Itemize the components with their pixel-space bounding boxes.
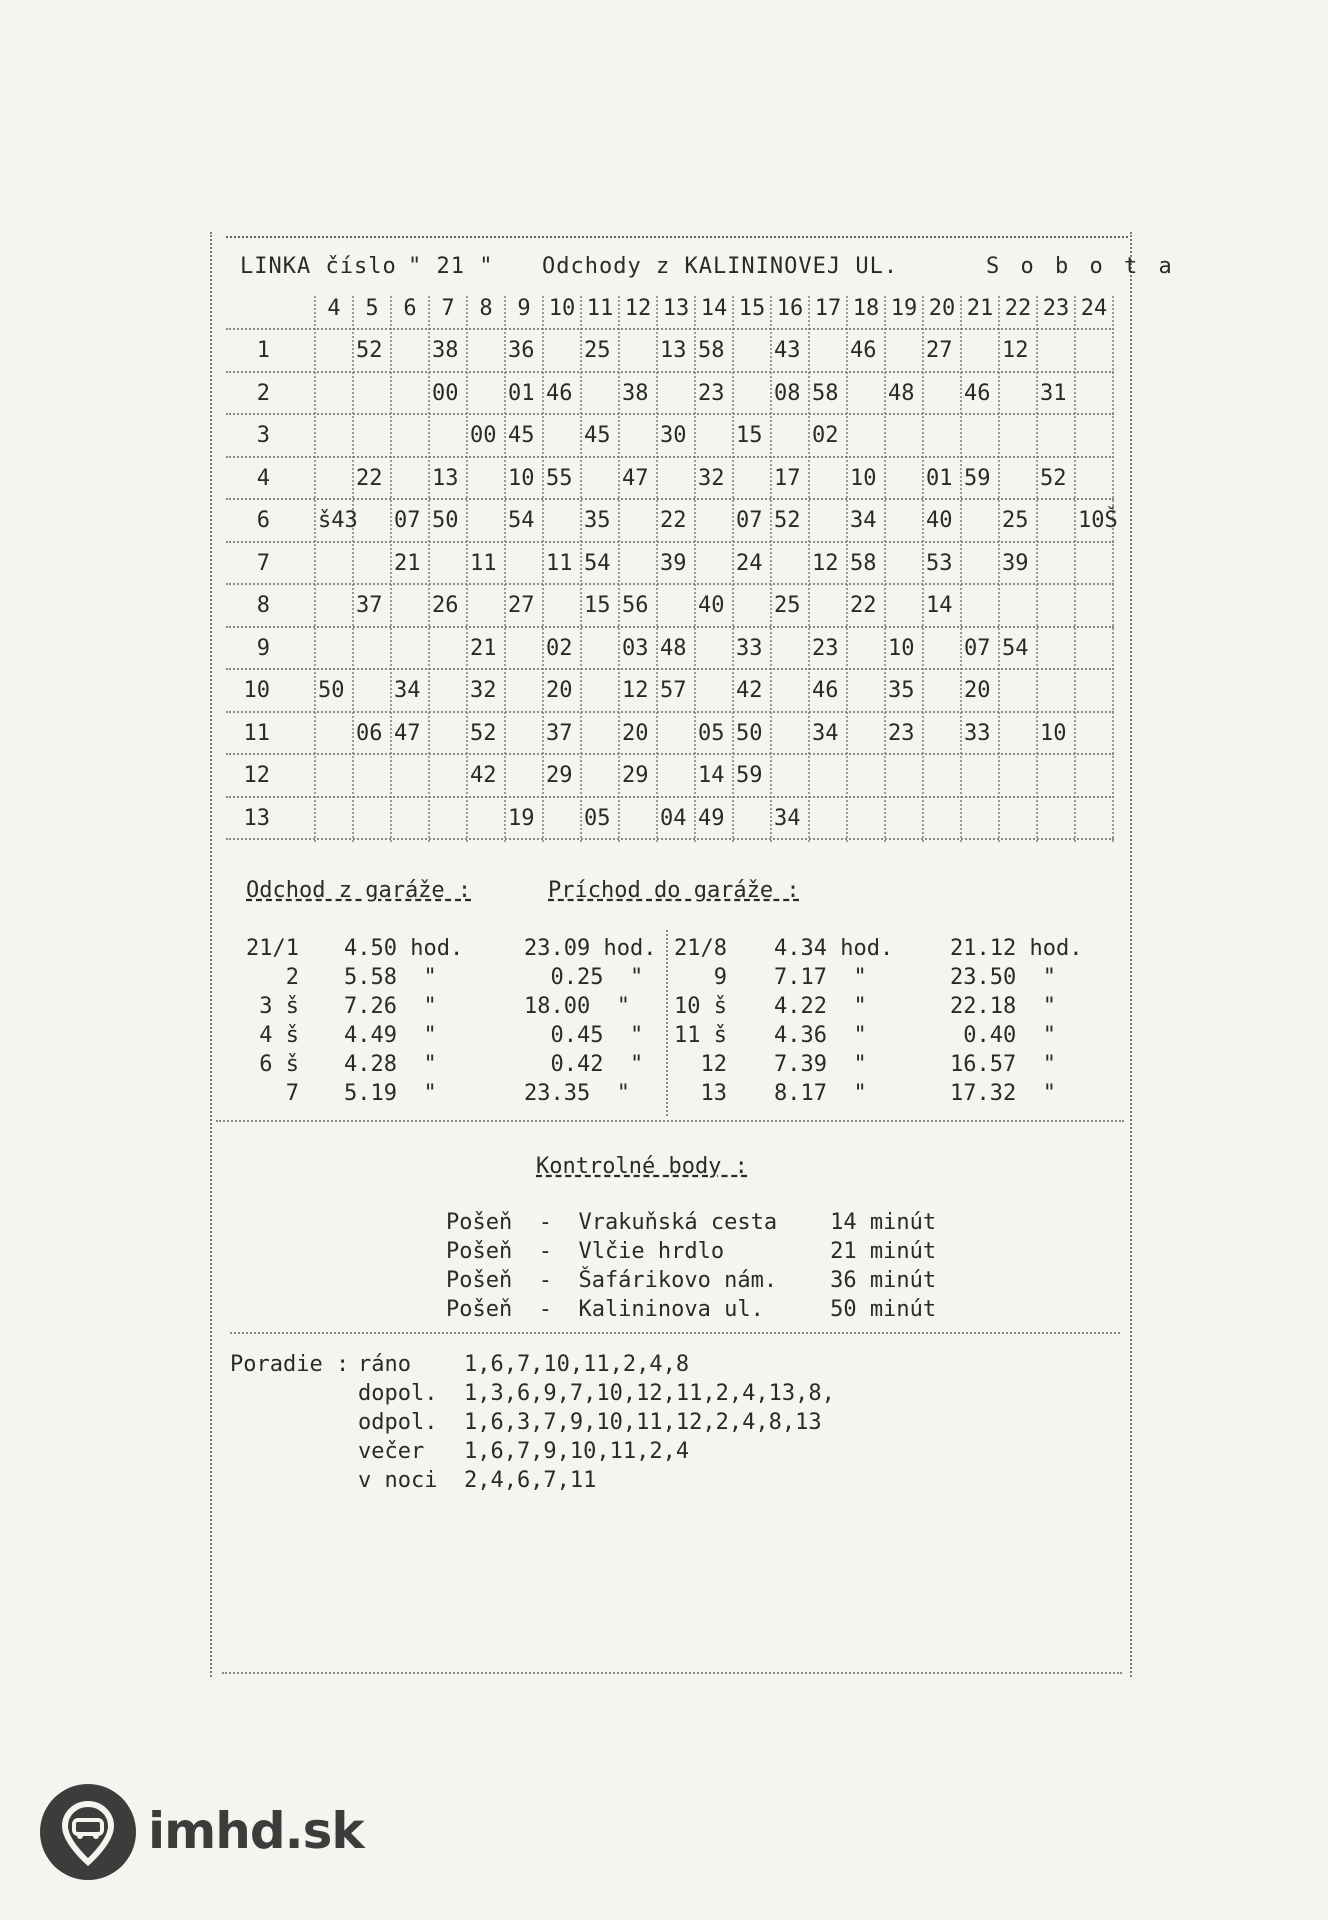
departure-minute: 40: [926, 508, 953, 533]
row-label-11: 11: [243, 720, 270, 746]
hour-header-7: 7: [441, 296, 455, 321]
linka-number: " 21 ": [408, 254, 494, 279]
departure-minute: 38: [622, 380, 649, 406]
departure-minute: 34: [850, 508, 877, 533]
departure-minute: 46: [964, 380, 991, 406]
sheet-top-border: [226, 236, 1128, 238]
departure-minute: 34: [394, 678, 421, 703]
hour-header-23: 23: [1042, 296, 1070, 321]
hour-header-17: 17: [814, 296, 842, 321]
departure-minute: 17: [774, 465, 801, 491]
departure-minute: 49: [698, 805, 725, 831]
hour-header-10: 10: [548, 296, 576, 321]
departure-minute: 23: [888, 720, 915, 746]
departure-minute: 39: [1002, 550, 1029, 576]
hour-header-13: 13: [662, 296, 690, 321]
departure-minute: 25: [584, 338, 611, 363]
hour-header-21: 21: [966, 296, 994, 321]
departure-minute: 52: [470, 720, 497, 746]
departure-minute: 20: [622, 720, 649, 746]
grid-line: [226, 796, 1114, 798]
departure-minute: 37: [546, 720, 573, 746]
imhd-logo[interactable]: [40, 1784, 364, 1884]
departure-minute: 12: [812, 550, 839, 576]
departure-minute: 00: [432, 380, 459, 406]
departure-minute: 33: [964, 720, 991, 746]
departure-minute: 32: [470, 678, 497, 703]
row-label-10: 10: [243, 678, 270, 703]
departure-minute: 23: [812, 635, 839, 661]
logo-text: imhd.sk: [148, 1802, 364, 1860]
grid-line: [504, 296, 506, 842]
departure-minute: 58: [698, 338, 725, 363]
grid-line: [226, 838, 1114, 840]
departure-minute: 21: [470, 635, 497, 661]
departure-minute: 50: [432, 508, 459, 533]
bus-pin-icon: [40, 1784, 136, 1880]
hour-header-8: 8: [479, 296, 493, 321]
departure-minute: 34: [812, 720, 839, 746]
garage-out-title: Odchod z garáže :: [246, 878, 472, 903]
departure-minute: 02: [546, 635, 573, 661]
departure-minute: 33: [736, 635, 763, 661]
departure-minute: 34: [774, 805, 801, 831]
row-label-13: 13: [243, 805, 270, 831]
departure-minute: 07: [394, 508, 421, 533]
grid-line: [226, 626, 1114, 628]
departure-minute: 45: [584, 423, 611, 448]
departure-minute: 11: [470, 550, 497, 576]
departure-minute: 13: [660, 338, 687, 363]
control-points-list: Pošeň - Vrakuňská cesta 14 minút Pošeň - Vlčie hrdlo 21 minút Pošeň - Šafárikovo nám. 36 minút Pošeň - Kalininova ul. 50 minút: [446, 1210, 937, 1322]
grid-line: [1074, 296, 1076, 842]
departure-minute: 10: [888, 635, 915, 661]
departure-minute: 14: [926, 593, 953, 618]
departure-minute: 50: [736, 720, 763, 746]
grid-line: [226, 498, 1114, 500]
garage-left-in: 23.09 hod. 0.25 " 18.00 " 0.45 " 0.42 " 23.35 ": [524, 936, 657, 1106]
row-label-7: 7: [256, 550, 270, 576]
grid-line: [770, 296, 772, 842]
departure-minute: 35: [584, 508, 611, 533]
garage-in-title: Príchod do garáže :: [548, 878, 800, 903]
departure-minute: 10: [850, 465, 877, 491]
departure-minute: 56: [622, 593, 649, 618]
control-bottom-line: [230, 1332, 1120, 1334]
hour-header-9: 9: [517, 296, 531, 321]
grid-line: [226, 668, 1114, 670]
grid-line: [542, 296, 544, 842]
departure-minute: 10: [1040, 720, 1067, 746]
departure-minute: 24: [736, 550, 763, 576]
departure-minute: 04: [660, 805, 687, 831]
departure-minute: 43: [774, 338, 801, 363]
row-label-2: 2: [256, 380, 270, 406]
hour-header-12: 12: [624, 296, 652, 321]
departure-minute: 03: [622, 635, 649, 661]
departure-minute: 23: [698, 380, 725, 406]
departure-minute: 59: [964, 465, 991, 491]
departure-minute: 07: [736, 508, 763, 533]
departure-minute: 35: [888, 678, 915, 703]
garage-right-ids: 21/8 9 10 š 11 š 12 13: [674, 936, 727, 1106]
hour-header-22: 22: [1004, 296, 1032, 321]
departure-minute: 48: [660, 635, 687, 661]
grid-line: [960, 296, 962, 842]
departure-minute: 46: [546, 380, 573, 406]
hour-header-16: 16: [776, 296, 804, 321]
grid-line: [618, 296, 620, 842]
departure-minute: 22: [660, 508, 687, 533]
departure-minute: 05: [698, 720, 725, 746]
garage-left-out: 4.50 hod. 5.58 " 7.26 " 4.49 " 4.28 " 5.19 ": [344, 936, 464, 1106]
departure-minute: 20: [546, 678, 573, 703]
grid-line: [226, 371, 1114, 373]
departure-minute: 22: [356, 465, 383, 491]
departure-minute: 12: [1002, 338, 1029, 363]
departure-minute: 10: [508, 465, 535, 491]
grid-line: [846, 296, 848, 842]
day-label: S o b o t a: [986, 254, 1176, 279]
grid-line: [226, 753, 1114, 755]
departure-minute: 31: [1040, 380, 1067, 406]
departure-minute: 37: [356, 593, 383, 618]
departure-minute: 30: [660, 423, 687, 448]
hour-header-20: 20: [928, 296, 956, 321]
departure-minute: 29: [622, 763, 649, 788]
departures-title: Odchody z KALININOVEJ UL.: [542, 254, 899, 279]
departure-minute: 25: [1002, 508, 1029, 533]
hour-header-18: 18: [852, 296, 880, 321]
row-label-3: 3: [256, 423, 270, 448]
departure-minute: 25: [774, 593, 801, 618]
departure-minute: 11: [546, 550, 573, 576]
garage-divider: [666, 930, 668, 1116]
departure-minute: 47: [394, 720, 421, 746]
departure-minute: 22: [850, 593, 877, 618]
departure-minute: 38: [432, 338, 459, 363]
departure-minute: 32: [698, 465, 725, 491]
departure-minute: 13: [432, 465, 459, 491]
hour-header-19: 19: [890, 296, 918, 321]
departure-minute: 19: [508, 805, 535, 831]
departure-minute: 01: [926, 465, 953, 491]
departure-minute: 07: [964, 635, 991, 661]
departure-minute: 05: [584, 805, 611, 831]
grid-line: [580, 296, 582, 842]
grid-line: [226, 711, 1114, 713]
departure-minute: 52: [356, 338, 383, 363]
linka-label: LINKA číslo: [240, 254, 397, 279]
departure-minute: 54: [584, 550, 611, 576]
departure-minute: 26: [432, 593, 459, 618]
sheet-bottom-border: [222, 1672, 1122, 1674]
hour-header-4: 4: [327, 296, 341, 321]
departure-minute: 01: [508, 380, 535, 406]
row-label-4: 4: [256, 465, 270, 491]
departure-minute: 54: [508, 508, 535, 533]
grid-line: [1112, 296, 1114, 842]
grid-line: [656, 296, 658, 842]
grid-line: [466, 296, 468, 842]
departure-minute: 06: [356, 720, 383, 746]
departure-minute: š43: [318, 508, 358, 533]
hour-header-5: 5: [365, 296, 379, 321]
grid-line: [314, 296, 316, 842]
grid-line: [226, 541, 1114, 543]
grid-line: [226, 583, 1114, 585]
departure-minute: 20: [964, 678, 991, 703]
grid-line: [226, 413, 1114, 415]
departure-minute: 54: [1002, 635, 1029, 661]
departure-minute: 57: [660, 678, 687, 703]
grid-line: [808, 296, 810, 842]
departure-minute: 42: [470, 763, 497, 788]
grid-line: [226, 456, 1114, 458]
departure-minute: 21: [394, 550, 421, 576]
departure-minute: 50: [318, 678, 345, 703]
departure-minute: 08: [774, 380, 801, 406]
row-label-1: 1: [256, 338, 270, 363]
row-label-8: 8: [256, 593, 270, 618]
departure-minute: 14: [698, 763, 725, 788]
departure-minute: 27: [508, 593, 535, 618]
garage-bottom-line: [216, 1120, 1124, 1122]
grid-line: [732, 296, 734, 842]
row-label-6: 6: [256, 508, 270, 533]
grid-line: [390, 296, 392, 842]
grid-line: [352, 296, 354, 842]
grid-line: [694, 296, 696, 842]
grid-line: [1036, 296, 1038, 842]
departure-minute: 48: [888, 380, 915, 406]
departure-minute: 00: [470, 423, 497, 448]
departure-minute: 47: [622, 465, 649, 491]
departure-minute: 27: [926, 338, 953, 363]
garage-right-in: 21.12 hod. 23.50 " 22.18 " 0.40 " 16.57 " 17.32 ": [950, 936, 1083, 1106]
grid-line: [998, 296, 1000, 842]
departure-minute: 29: [546, 763, 573, 788]
departure-minute: 58: [850, 550, 877, 576]
departure-minute: 02: [812, 423, 839, 448]
row-label-12: 12: [243, 763, 270, 788]
garage-right-out: 4.34 hod. 7.17 " 4.22 " 4.36 " 7.39 " 8.17 ": [774, 936, 894, 1106]
grid-line: [428, 296, 430, 842]
departure-minute: 45: [508, 423, 535, 448]
grid-line: [922, 296, 924, 842]
departure-minute: 36: [508, 338, 535, 363]
departure-minute: 59: [736, 763, 763, 788]
departure-minute: 40: [698, 593, 725, 618]
departure-minute: 42: [736, 678, 763, 703]
hour-header-11: 11: [586, 296, 614, 321]
grid-line: [226, 328, 1114, 330]
order-list: ráno 1,6,7,10,11,2,4,8 dopol. 1,3,6,9,7,10,12,11,2,4,13,8, odpol. 1,6,3,7,9,10,11,12,2,4,8,13 večer 1,6,7,9,10,11,2,4 v noci 2,4,6,7,11: [358, 1352, 835, 1493]
hour-header-6: 6: [403, 296, 417, 321]
timetable-header: [240, 250, 1176, 290]
departure-minute: 46: [812, 678, 839, 703]
control-points-title: Kontrolné body :: [536, 1154, 748, 1179]
departure-minute: 39: [660, 550, 687, 576]
hour-header-24: 24: [1080, 296, 1108, 321]
departure-minute: 15: [736, 423, 763, 448]
departure-minute: 10Š: [1078, 508, 1118, 533]
order-label: Poradie :: [230, 1352, 350, 1377]
row-label-9: 9: [256, 635, 270, 661]
hour-header-15: 15: [738, 296, 766, 321]
departure-minute: 55: [546, 465, 573, 491]
departure-minute: 12: [622, 678, 649, 703]
departure-minute: 58: [812, 380, 839, 406]
departure-minute: 52: [774, 508, 801, 533]
departure-minute: 46: [850, 338, 877, 363]
departure-minute: 52: [1040, 465, 1067, 491]
departure-minute: 15: [584, 593, 611, 618]
grid-line: [884, 296, 886, 842]
hour-header-14: 14: [700, 296, 728, 321]
departure-minute: 53: [926, 550, 953, 576]
garage-left-ids: 21/1 2 3 š 4 š 6 š 7: [246, 936, 299, 1106]
